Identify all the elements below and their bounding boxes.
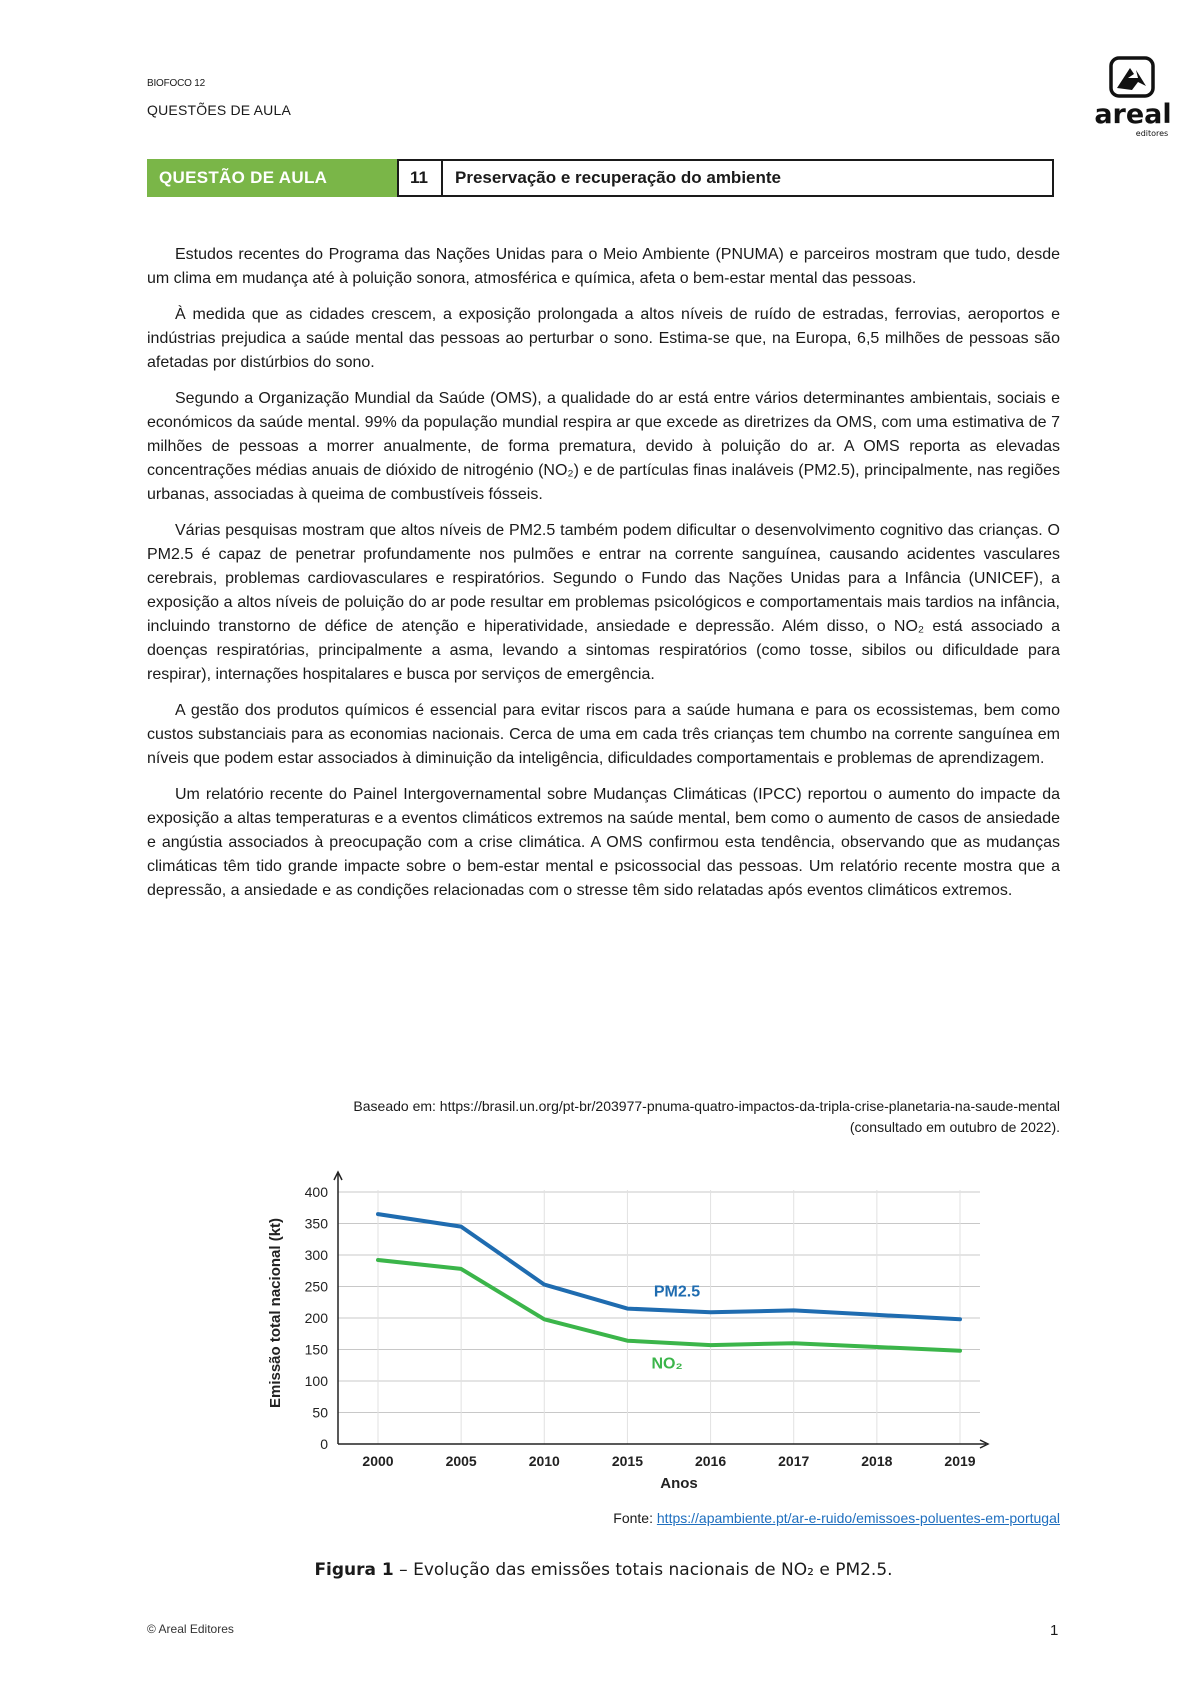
figure-caption-text: – Evolução das emissões totais nacionais de NO₂ e PM2.5. bbox=[393, 1560, 893, 1580]
x-axis-title: Anos bbox=[660, 1475, 698, 1492]
x-tick-label: 2016 bbox=[694, 1453, 727, 1469]
x-tick-label: 2000 bbox=[362, 1453, 394, 1469]
x-tick-label: 2018 bbox=[861, 1453, 893, 1469]
y-tick-label: 150 bbox=[304, 1341, 328, 1358]
x-tick-label: 2017 bbox=[778, 1453, 810, 1469]
body-text bbox=[147, 243, 1060, 915]
chart-source bbox=[147, 1510, 1060, 1526]
figure-number: Figura 1 bbox=[314, 1560, 394, 1580]
y-tick-label: 400 bbox=[304, 1184, 328, 1200]
x-tick-label: 2010 bbox=[528, 1453, 560, 1469]
paragraph: Estudos recentes do Programa das Nações Unidas para o Meio Ambiente (PNUMA) e parceiros mostram que tudo, desde um clima em mudança até à poluição sonora, atmosférica e química, afeta o bem-estar mental das pessoas. bbox=[147, 246, 1060, 287]
text-source bbox=[147, 1096, 1060, 1138]
series-label-pm25: PM2.5 bbox=[653, 1283, 701, 1301]
y-tick-label: 300 bbox=[304, 1247, 328, 1263]
publisher-logo bbox=[1090, 56, 1176, 140]
series-label-no2: NO₂ bbox=[651, 1355, 683, 1373]
chart-source-prefix: Fonte: bbox=[613, 1510, 657, 1526]
y-tick-label: 350 bbox=[304, 1215, 328, 1232]
question-number: 11 bbox=[397, 159, 443, 197]
emissions-line-chart bbox=[258, 1162, 990, 1498]
logo-subtext: editores bbox=[1135, 129, 1169, 138]
paragraph: A gestão dos produtos químicos é essencial para evitar riscos para a saúde humana e para os ecossistemas, bem como custos substanciais para as economias nacionais. Cerca de uma em cada três crianças tem chumbo na corrente sanguínea em níveis que podem estar associados à diminuição da inteligência, dificuldades comportamentais e problemas de aprendizagem. bbox=[147, 702, 1060, 767]
source-consulted-date: (consultado em outubro de 2022). bbox=[849, 1119, 1060, 1135]
x-tick-label: 2005 bbox=[445, 1453, 477, 1469]
x-tick-label: 2019 bbox=[944, 1453, 976, 1469]
page-number: 1 bbox=[1050, 1622, 1059, 1639]
question-title: Preservação e recuperação do ambiente bbox=[443, 159, 1054, 197]
document-type: QUESTÕES DE AULA bbox=[147, 102, 292, 118]
y-tick-label: 250 bbox=[304, 1278, 328, 1295]
footer-copyright: © Areal Editores bbox=[147, 1622, 234, 1636]
question-header bbox=[147, 159, 1054, 197]
chart-source-link[interactable]: https://apambiente.pt/ar-e-ruido/emissoes-poluentes-em-portugal bbox=[656, 1510, 1060, 1526]
question-label: QUESTÃO DE AULA bbox=[147, 159, 397, 197]
paragraph: Várias pesquisas mostram que altos níveis de PM2.5 também podem dificultar o desenvolvimento cognitivo das crianças. O PM2.5 é capaz de penetrar profundamente nos pulmões e entrar na corrente sanguínea, causando acidentes vasculares cerebrais, problemas cardiovasculares e respiratórios. Segundo o Fundo das Nações Unidas para a Infância (UNICEF), a exposição a altos níveis de poluição do ar pode resultar em problemas psicológicos e comportamentais mais tardios na infância, incluindo transtorno de défice de atenção e hiperatividade, ansiedade e depressão. Além disso, o NO₂ está associado a doenças respiratórias, principalmente a asma, levando a sintomas respiratórios (como tosse, sibilos ou dificuldade para respirar), internações hospitalares e busca por serviços de emergência. bbox=[147, 522, 1060, 683]
y-axis-title: Emissão total nacional (kt) bbox=[267, 1217, 284, 1409]
x-tick-label: 2015 bbox=[611, 1453, 644, 1469]
series-line-no2 bbox=[378, 1260, 960, 1351]
figure-caption bbox=[147, 1560, 1060, 1580]
paragraph: À medida que as cidades crescem, a exposição prolongada a altos níveis de ruído de estradas, ferrovias, aeroportos e indústrias prejudica a saúde mental das pessoas ao perturbar o sono. Estima-se que, na Europa, 6,5 milhões de pessoas são afetadas por distúrbios do sono. bbox=[147, 306, 1060, 371]
series-label: BIOFOCO 12 bbox=[147, 78, 206, 89]
y-tick-label: 100 bbox=[304, 1373, 328, 1389]
paragraph: Segundo a Organização Mundial da Saúde (OMS), a qualidade do ar está entre vários determinantes ambientais, sociais e económicos da saúde mental. 99% da população mundial respira ar que excede as diretrizes da OMS, com uma estimativa de 7 milhões de pessoas a morrer anualmente, de forma prematura, devido à poluição do ar. A OMS reporta as elevadas concentrações médias anuais de dióxido de nitrogénio (NO₂) e de partículas finas inaláveis (PM2.5), principalmente, nas regiões urbanas, associadas à queima de combustíveis fósseis. bbox=[147, 390, 1060, 503]
y-tick-label: 0 bbox=[320, 1436, 328, 1452]
logo-wordmark: areal bbox=[1094, 99, 1172, 130]
series-line-pm25 bbox=[378, 1214, 960, 1319]
y-tick-label: 50 bbox=[312, 1404, 328, 1421]
y-tick-label: 200 bbox=[304, 1310, 328, 1326]
source-line: Baseado em: https://brasil.un.org/pt-br/203977-pnuma-quatro-impactos-da-tripla-crise-planetaria-na-saude-mental bbox=[353, 1098, 1060, 1114]
paragraph: Um relatório recente do Painel Intergovernamental sobre Mudanças Climáticas (IPCC) reportou o aumento do impacte da exposição a altas temperaturas e a eventos climáticos extremos na saúde mental, bem como o aumento de casos de ansiedade e angústia associados à preocupação com a crise climática. A OMS confirmou esta tendência, observando que as mudanças climáticas têm tido grande impacte sobre o bem-estar mental e psicossocial das pessoas. Um relatório recente mostra que a depressão, a ansiedade e as condições relacionadas com o stresse têm sido relatadas após eventos climáticos extremos. bbox=[147, 786, 1060, 899]
